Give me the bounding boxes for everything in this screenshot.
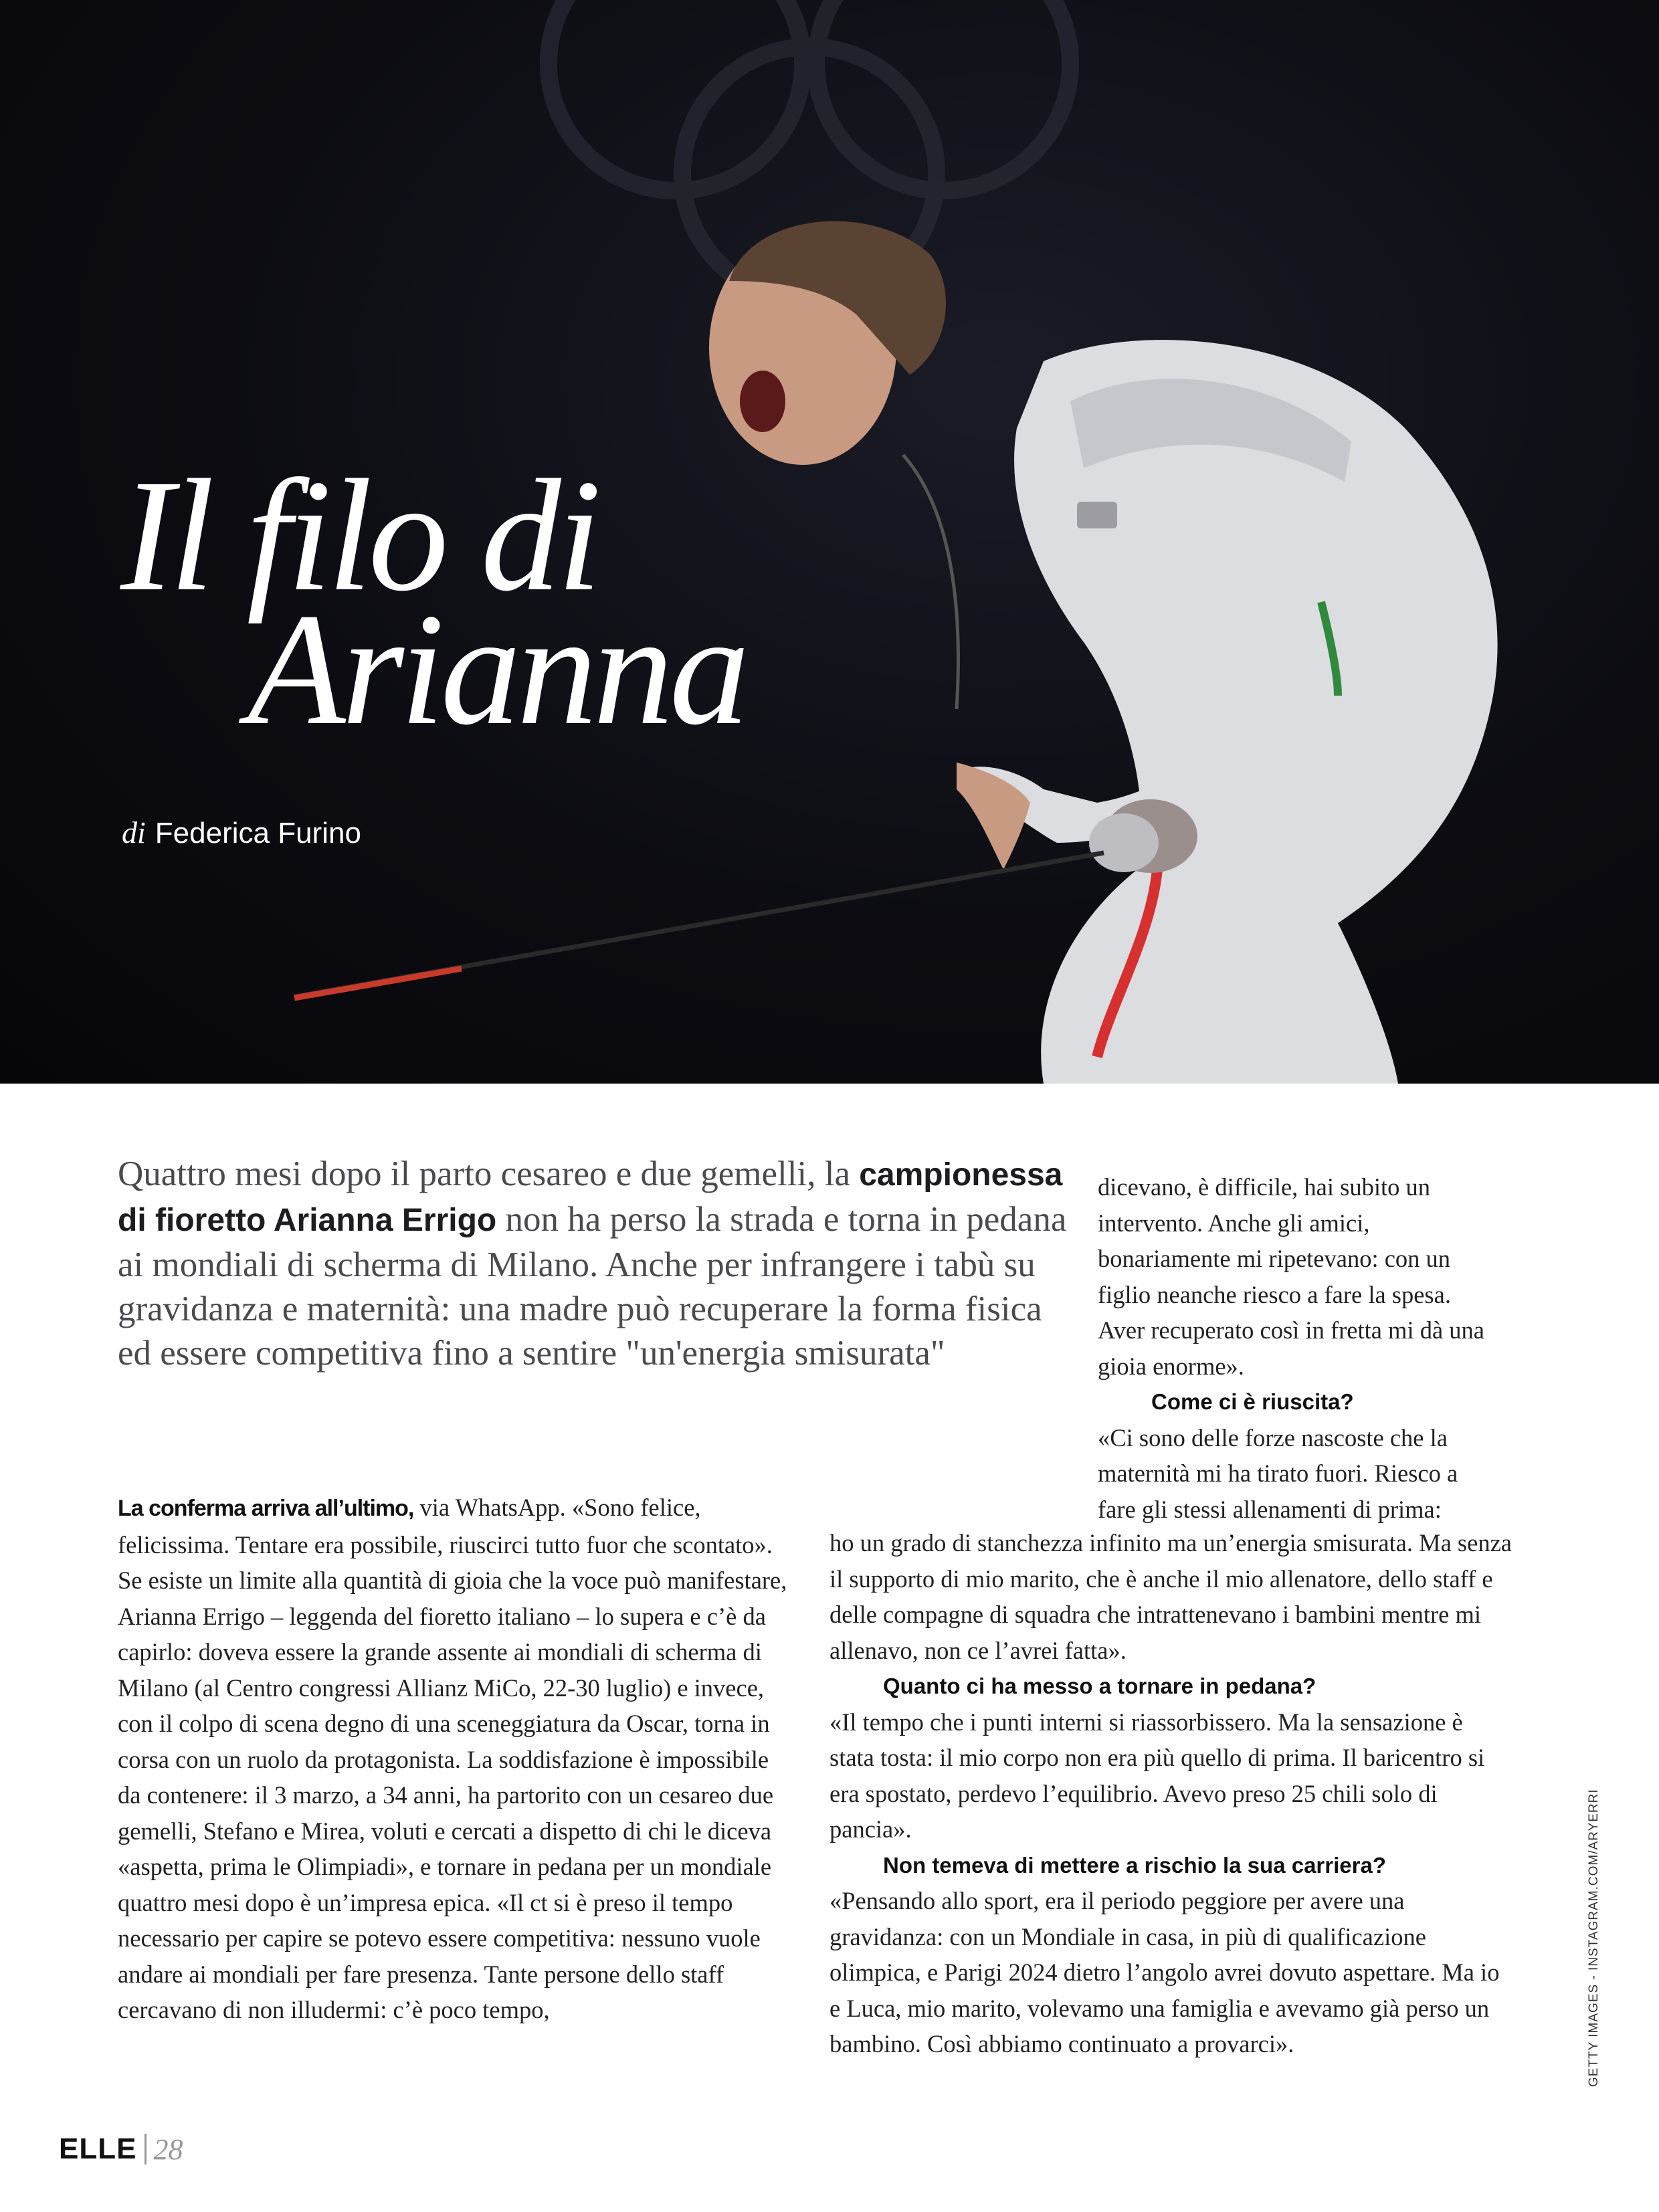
- left-column-text: via WhatsApp. «Sono felice, felicissima. Tentare era possibile, riuscirci tutto fuor che scontato». Se esiste un limite alla quantità di gioia che la voce può manifestare, Arianna Errigo – leggenda del fioretto italiano – lo supera e c’è da capirlo: doveva essere la grande assente ai mondiali di scherma di Milano (al Centro congressi Allianz MiCo, 22-30 luglio) e invece, con il colpo di scena degno di una sceneggiatura da Oscar, torna in corsa con un ruolo da protagonista. La soddisfazione è impossibile da contenere: il 3 marzo, a 34 anni, ha partorito con un cesareo due gemelli, Stefano e Mirea, voluti e cercati a dispetto di chi le diceva «aspetta, prima le Olimpiadi», e tornare in pedana per un mondiale quattro mesi dopo è un’impresa epica. «Il ct si è preso il tempo necessario per capire se potevo essere competitiva: nessuno vuole andare ai mondiali per fare presenza. Tante persone dello staff cercavano di non illudermi: c’è poco tempo,: [118, 1494, 787, 2023]
- lead-in: La conferma arriva all’ultimo,: [118, 1496, 414, 1521]
- answer-2: «Il tempo che i punti interni si riassorbissero. Ma la sensazione è stata tosta: il mio corpo non era più quello di prima. Il baricentro si era spostato, perdevo l’equilibrio. Avevo preso 25 chili solo di pancia».: [830, 1708, 1485, 1843]
- left-column: [118, 1490, 793, 2028]
- page-folio: [59, 2130, 183, 2168]
- title-line-2: Arianna: [248, 580, 746, 758]
- photo-credit: GETTY IMAGES - INSTAGRAM.COM/ARYERRI: [1587, 1789, 1601, 2087]
- question-3: Non temeva di mettere a rischio la sua carriera?: [883, 1852, 1386, 1878]
- byline-author: Federica Furino: [155, 817, 361, 849]
- title-line-1: Il filo di: [120, 446, 598, 624]
- answer-1-part-2: ho un grado di stanchezza infinito ma un’energia smisurata. Ma senza il supporto di mio marito, che è anche il mio allenatore, dello staff e delle compagne di squadra che intrattenevano i bambini mentre mi allenavo, non ce l’avrei fatta».: [830, 1529, 1512, 1664]
- right-column-continued: [830, 1525, 1512, 2062]
- magazine-logo: ELLE: [59, 2132, 137, 2165]
- standfirst-highlight: campionessa di fioretto Arianna Errigo: [118, 1157, 1063, 1238]
- standfirst-part-1: Quattro mesi dopo il parto cesareo e due gemelli, la: [118, 1154, 860, 1193]
- paragraph: dicevano, è difficile, hai subito un intervento. Anche gli amici, bonariamente mi ripetevano: con un figlio neanche riesco a fare la spesa. Aver recuperato così in fretta mi dà una gioia enorme».: [1098, 1173, 1484, 1380]
- answer-1-part-1: «Ci sono delle forze nascoste che la maternità mi ha tirato fuori. Riesco a fare gli stessi allenamenti di prima:: [1098, 1423, 1458, 1523]
- question-1: Come ci è riuscita?: [1151, 1389, 1354, 1414]
- question-2: Quanto ci ha messo a tornare in pedana?: [883, 1674, 1316, 1698]
- folio-divider: [144, 2134, 147, 2165]
- answer-3: «Pensando allo sport, era il periodo peggiore per avere una gravidanza: con un Mondiale in casa, in più di qualificazione olimpica, e Parigi 2024 dietro l’angolo avrei dovuto aspettare. Ma io e Luca, mio marito, volevamo una famiglia e avevamo già perso un bambino. Così abbiamo continuato a provarci».: [830, 1887, 1500, 2057]
- page-number: 28: [153, 2132, 183, 2166]
- right-column-top: [1098, 1169, 1492, 1527]
- hero-photo: [0, 0, 1659, 1084]
- standfirst-part-2: non ha perso la strada e torna in pedana ai mondiali di scherma di Milano. Anche per infrangere i tabù su gravidanza e maternità: una madre può recuperare la forma fisica ed essere competitiva fino a sentire "un'energia smisurata": [118, 1200, 1067, 1373]
- article-title: [120, 446, 746, 758]
- byline-prefix: di: [122, 815, 146, 849]
- byline: [122, 815, 361, 850]
- standfirst: [118, 1152, 1068, 1375]
